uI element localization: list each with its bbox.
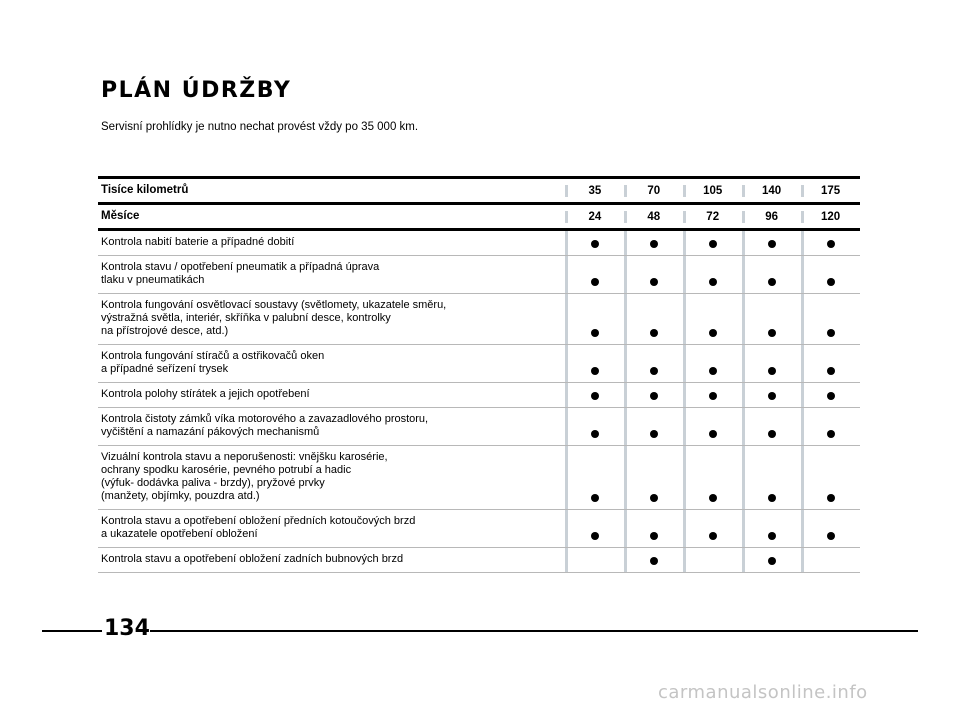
check-dot-icon	[709, 240, 717, 248]
table-row	[98, 548, 860, 573]
interval-cell	[742, 345, 801, 382]
check-dot-icon	[650, 532, 658, 540]
interval-cell	[683, 256, 742, 293]
interval-cell	[742, 256, 801, 293]
interval-cell	[801, 510, 860, 547]
check-dot-icon	[827, 240, 835, 248]
interval-cell	[801, 446, 860, 509]
interval-cell	[565, 256, 624, 293]
month-value: 120	[801, 211, 860, 223]
inspection-task: Kontrola stavu a opotřebení obložení předních kotoučových brzd a ukazatele opotřebení obložení	[101, 515, 416, 540]
interval-cell	[565, 446, 624, 509]
check-dot-icon	[591, 430, 599, 438]
interval-cell	[683, 548, 742, 572]
check-dot-icon	[827, 367, 835, 375]
interval-cell	[565, 510, 624, 547]
check-dot-icon	[709, 430, 717, 438]
table-row	[98, 256, 860, 294]
table-row	[98, 345, 860, 383]
interval-cell	[742, 231, 801, 255]
month-header-label: Měsíce	[101, 210, 140, 222]
maintenance-schedule-table	[98, 176, 860, 573]
month-value: 48	[624, 211, 683, 223]
check-dot-icon	[591, 532, 599, 540]
footer-rule-left	[42, 630, 102, 632]
check-dot-icon	[768, 532, 776, 540]
check-dot-icon	[827, 392, 835, 400]
page-number: 134	[104, 616, 150, 641]
check-dot-icon	[827, 430, 835, 438]
check-dot-icon	[591, 392, 599, 400]
interval-cell	[624, 294, 683, 344]
month-value: 24	[565, 211, 624, 223]
check-dot-icon	[591, 494, 599, 502]
interval-cell	[565, 345, 624, 382]
check-dot-icon	[591, 240, 599, 248]
check-dot-icon	[768, 367, 776, 375]
interval-cell	[742, 383, 801, 407]
km-header-label: Tisíce kilometrů	[101, 184, 189, 196]
interval-cell	[565, 294, 624, 344]
inspection-task: Kontrola fungování stíračů a ostřikovačů oken a případné seřízení trysek	[101, 350, 325, 375]
interval-cell	[565, 408, 624, 445]
interval-cell	[742, 408, 801, 445]
table-row	[98, 408, 860, 446]
interval-cell	[742, 548, 801, 572]
check-dot-icon	[650, 430, 658, 438]
km-value: 140	[742, 185, 801, 197]
table-row	[98, 446, 860, 510]
inspection-rows	[98, 231, 860, 573]
inspection-task: Vizuální kontrola stavu a neporušenosti: vnějšku karosérie, ochrany spodku karosérie, pevného potrubí a hadic (výfuk- dodávka paliva - brzdy), pryžové prvky (manžety, objímky, pouzdra atd.)	[101, 451, 388, 502]
interval-cell	[624, 345, 683, 382]
interval-cell	[683, 345, 742, 382]
km-header-row	[98, 176, 860, 205]
interval-cell	[801, 256, 860, 293]
interval-cell	[683, 231, 742, 255]
interval-cell	[683, 510, 742, 547]
interval-cell	[801, 345, 860, 382]
check-dot-icon	[768, 278, 776, 286]
check-dot-icon	[709, 392, 717, 400]
table-row	[98, 231, 860, 256]
check-dot-icon	[709, 532, 717, 540]
check-dot-icon	[709, 494, 717, 502]
inspection-task: Kontrola stavu a opotřebení obložení zadních bubnových brzd	[101, 553, 404, 565]
check-dot-icon	[768, 430, 776, 438]
check-dot-icon	[768, 329, 776, 337]
interval-cell	[565, 383, 624, 407]
km-value: 70	[624, 185, 683, 197]
check-dot-icon	[768, 240, 776, 248]
interval-cell	[624, 510, 683, 547]
interval-cell	[801, 548, 860, 572]
interval-cell	[683, 446, 742, 509]
interval-cell	[624, 446, 683, 509]
km-value: 105	[683, 185, 742, 197]
interval-cell	[565, 548, 624, 572]
interval-cell	[624, 383, 683, 407]
interval-cell	[624, 408, 683, 445]
check-dot-icon	[827, 278, 835, 286]
check-dot-icon	[650, 240, 658, 248]
check-dot-icon	[768, 494, 776, 502]
check-dot-icon	[650, 392, 658, 400]
check-dot-icon	[768, 392, 776, 400]
interval-cell	[801, 231, 860, 255]
interval-cell	[801, 383, 860, 407]
interval-cell	[801, 408, 860, 445]
table-row	[98, 383, 860, 408]
check-dot-icon	[591, 278, 599, 286]
km-value: 175	[801, 185, 860, 197]
check-dot-icon	[709, 367, 717, 375]
interval-cell	[683, 408, 742, 445]
interval-cell	[742, 294, 801, 344]
check-dot-icon	[650, 494, 658, 502]
check-dot-icon	[709, 278, 717, 286]
page-title: PLÁN ÚDRŽBY	[101, 78, 292, 103]
table-row	[98, 294, 860, 345]
check-dot-icon	[650, 329, 658, 337]
check-dot-icon	[591, 329, 599, 337]
month-value: 72	[683, 211, 742, 223]
footer-rule-right	[150, 630, 918, 632]
inspection-task: Kontrola nabití baterie a případné dobití	[101, 236, 295, 248]
interval-cell	[624, 548, 683, 572]
watermark-text: carmanualsonline.info	[658, 682, 868, 703]
inspection-task: Kontrola čistoty zámků víka motorového a zavazadlového prostoru, vyčištění a namazání pákových mechanismů	[101, 413, 429, 438]
interval-cell	[683, 383, 742, 407]
check-dot-icon	[650, 557, 658, 565]
check-dot-icon	[827, 329, 835, 337]
check-dot-icon	[827, 494, 835, 502]
check-dot-icon	[650, 367, 658, 375]
interval-cell	[742, 446, 801, 509]
inspection-task: Kontrola polohy stírátek a jejich opotřebení	[101, 388, 310, 400]
month-value: 96	[742, 211, 801, 223]
table-row	[98, 510, 860, 548]
interval-cell	[624, 256, 683, 293]
check-dot-icon	[650, 278, 658, 286]
check-dot-icon	[827, 532, 835, 540]
check-dot-icon	[591, 367, 599, 375]
inspection-task: Kontrola fungování osvětlovací soustavy (světlomety, ukazatele směru, výstražná světla, interiér, skříňka v palubní desce, kontrolky na přístrojové desce, atd.)	[101, 299, 447, 337]
interval-cell	[801, 294, 860, 344]
intro-text: Servisní prohlídky je nutno nechat provést vždy po 35 000 km.	[101, 121, 419, 133]
inspection-task: Kontrola stavu / opotřebení pneumatik a případná úprava tlaku v pneumatikách	[101, 261, 380, 286]
interval-cell	[565, 231, 624, 255]
interval-cell	[683, 294, 742, 344]
interval-cell	[624, 231, 683, 255]
check-dot-icon	[709, 329, 717, 337]
month-header-row	[98, 205, 860, 231]
interval-cell	[742, 510, 801, 547]
km-value: 35	[565, 185, 624, 197]
check-dot-icon	[768, 557, 776, 565]
